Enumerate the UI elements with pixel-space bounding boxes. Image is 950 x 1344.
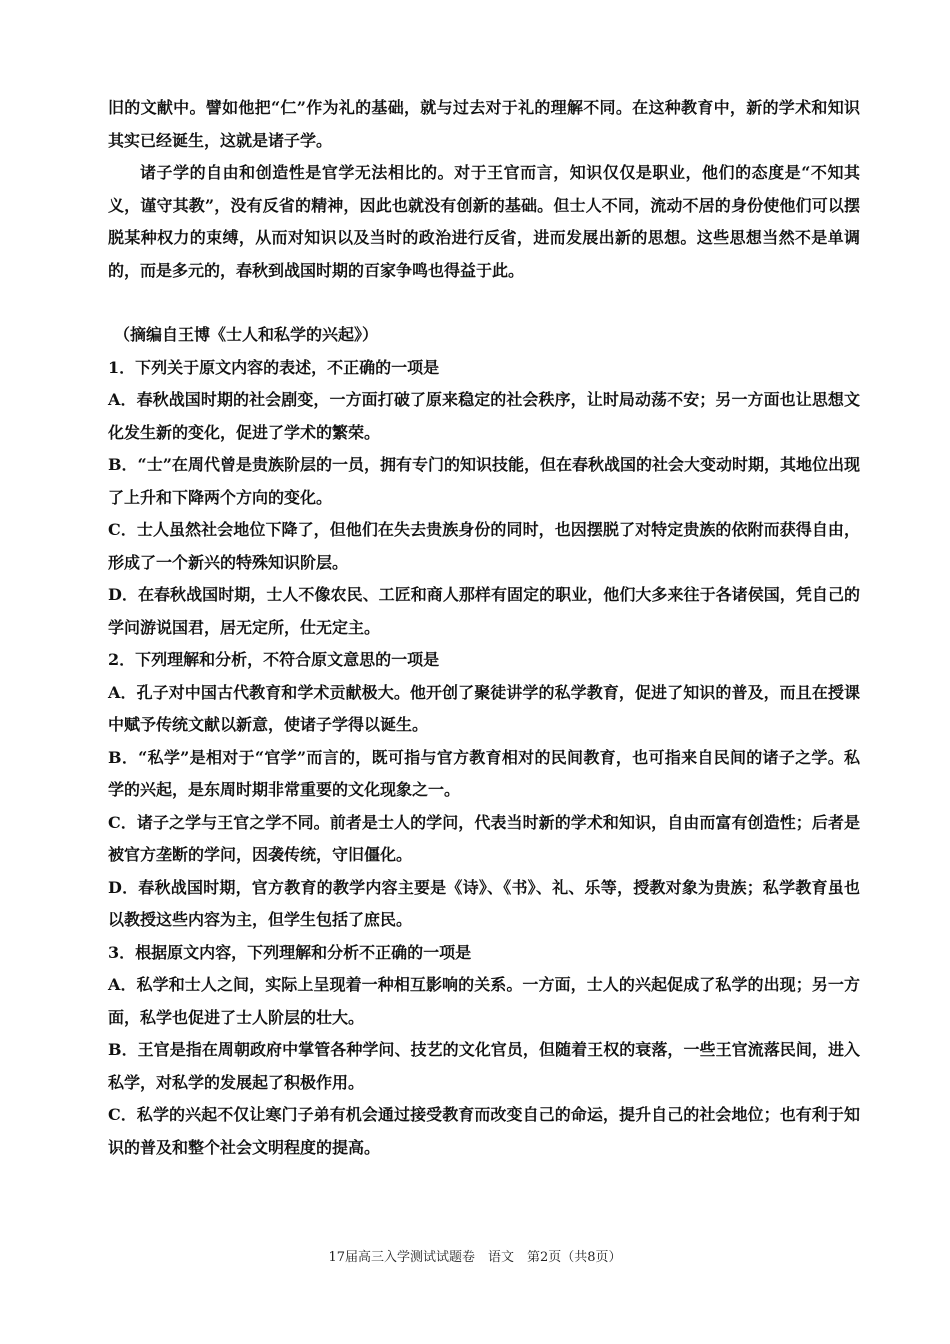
question-2-option-c: C．诸子之学与王官之学不同。前者是士人的学问，代表当时新的学术和知识，自由而富有创造性；后者是被官方垄断的学问，因袭传统，守旧僵化。 bbox=[108, 812, 860, 864]
question-1-option-b: B．“士”在周代曾是贵族阶层的一员，拥有专门的知识技能，但在春秋战国的社会大变动时期，其地位出现了上升和下降两个方向的变化。 bbox=[108, 455, 860, 507]
question-3 bbox=[108, 937, 860, 1165]
question-1-option-d: D．在春秋战国时期，士人不像农民、工匠和商人那样有固定的职业，他们大多来往于各诸侯国，凭自己的学问游说国君，居无定所，仕无定主。 bbox=[108, 585, 860, 637]
passage-paragraph-2: 诸子学的自由和创造性是官学无法相比的。对于王官而言，知识仅仅是职业，他们的态度是“不知其义，谨守其教”，没有反省的精神，因此也就没有创新的基础。但士人不同，流动不居的身份使他们可以摆脱某种权力的束缚，从而对知识以及当时的政治进行反省，进而发展出新的思想。这些思想当然不是单调的，而是多元的，春秋到战国时期的百家争鸣也得益于此。 bbox=[108, 163, 860, 280]
passage-paragraph-1: 旧的文献中。譬如他把“仁”作为礼的基础，就与过去对于礼的理解不同。在这种教育中，新的学术和知识其实已经诞生，这就是诸子学。 bbox=[108, 98, 860, 150]
question-2-stem: 2．下列理解和分析，不符合原文意思的一项是 bbox=[108, 650, 440, 669]
question-2 bbox=[108, 644, 860, 937]
page-footer: 17届高三入学测试试题卷 语文 第2页（共8页） bbox=[328, 1250, 622, 1265]
passage-source: （摘编自王博《士人和私学的兴起》） bbox=[114, 325, 379, 344]
question-3-option-c: C．私学的兴起不仅让寒门子弟有机会通过接受教育而改变自己的命运，提升自己的社会地位；也有利于知识的普及和整个社会文明程度的提高。 bbox=[108, 1105, 860, 1157]
question-1-option-c: C．士人虽然社会地位下降了，但他们在失去贵族身份的同时，也因摆脱了对特定贵族的依附而获得自由，形成了一个新兴的特殊知识阶层。 bbox=[108, 520, 860, 572]
question-3-stem: 3．根据原文内容，下列理解和分析不正确的一项是 bbox=[108, 942, 472, 962]
question-2-option-d: D．春秋战国时期，官方教育的教学内容主要是《诗》、《书》、礼、乐等，授教对象为贵族；私学教育虽也以教授这些内容为主，但学生包括了庶民。 bbox=[108, 877, 860, 929]
question-1-option-a: A．春秋战国时期的社会剧变，一方面打破了原来稳定的社会秩序，让时局动荡不安；另一方面也让思想文化发生新的变化，促进了学术的繁荣。 bbox=[108, 390, 860, 442]
page-content bbox=[108, 92, 860, 1164]
question-1-stem: 1．下列关于原文内容的表述，不正确的一项是 bbox=[108, 357, 440, 377]
question-3-option-a: A．私学和士人之间，实际上呈现着一种相互影响的关系。一方面，士人的兴起促成了私学的出现；另一方面，私学也促进了士人阶层的壮大。 bbox=[108, 975, 860, 1027]
question-3-option-b: B．王官是指在周朝政府中掌管各种学问、技艺的文化官员，但随着王权的衰落，一些王官流落民间，进入私学，对私学的发展起了积极作用。 bbox=[108, 1040, 860, 1092]
question-1 bbox=[108, 352, 860, 645]
paragraph-gap bbox=[108, 287, 860, 319]
question-2-option-a: A．孔子对中国古代教育和学术贡献极大。他开创了聚徒讲学的私学教育，促进了知识的普及，而且在授课中赋予传统文献以新意，使诸子学得以诞生。 bbox=[108, 682, 860, 734]
question-2-option-b: B．“私学”是相对于“官学”而言的，既可指与官方教育相对的民间教育，也可指来自民间的诸子之学。私学的兴起，是东周时期非常重要的文化现象之一。 bbox=[108, 747, 860, 799]
